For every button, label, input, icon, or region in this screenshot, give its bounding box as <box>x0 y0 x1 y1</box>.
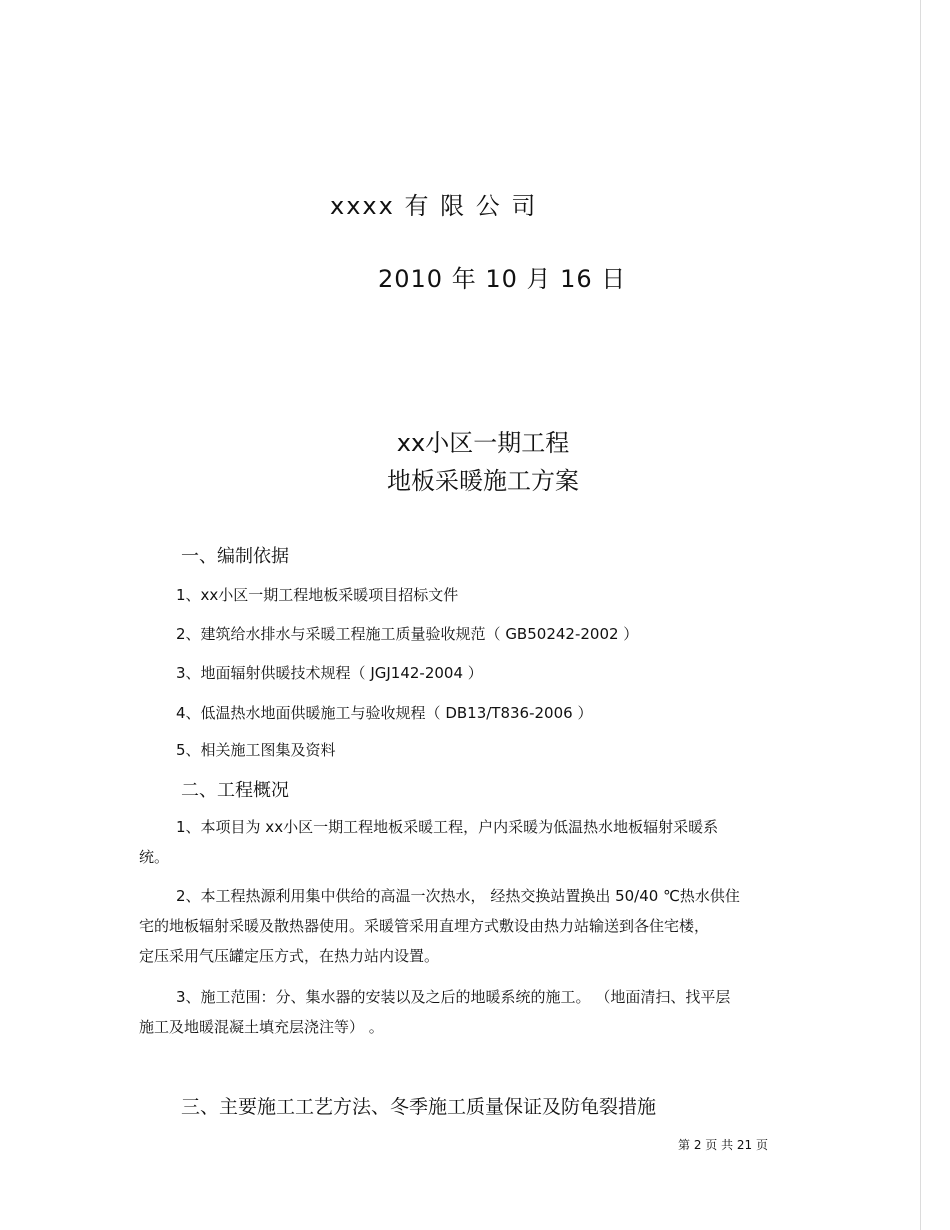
document-date: 2010 年 10 月 16 日 <box>378 265 627 293</box>
overview-paragraph-2 <box>139 881 834 971</box>
paragraph-line: 定压采用气压罐定压方式，在热力站内设置。 <box>139 947 440 965</box>
section-2-heading: 二、工程概况 <box>181 780 289 801</box>
paragraph-line: 3、施工范围：分、集水器的安装以及之后的地暖系统的施工。 （地面清扫、找平层 <box>176 988 731 1006</box>
document-title-line-1: xx小区一期工程 <box>396 429 570 457</box>
page-number-footer: 第 2 页 共 21 页 <box>678 1138 768 1152</box>
paragraph-line: 1、本项目为 xx小区一期工程地板采暖工程，户内采暖为低温热水地板辐射采暖系 <box>176 818 719 836</box>
overview-paragraph-3 <box>139 982 834 1042</box>
section-3-heading: 三、主要施工工艺方法、冬季施工质量保证及防龟裂措施 <box>181 1096 657 1118</box>
basis-item-2: 2、建筑给水排水与采暖工程施工质量验收规范（ GB50242-2002 ） <box>176 625 639 643</box>
basis-item-3: 3、地面辐射供暖技术规程（ JGJ142-2004 ） <box>176 664 483 682</box>
basis-item-5: 5、相关施工图集及资料 <box>176 741 336 759</box>
overview-paragraph-1 <box>139 812 834 872</box>
basis-item-4: 4、低温热水地面供暖施工与验收规程（ DB13/T836-2006 ） <box>176 704 593 722</box>
paragraph-line: 统。 <box>139 848 170 866</box>
page-edge-divider <box>920 0 921 1230</box>
paragraph-line: 施工及地暖混凝土填充层浇注等） 。 <box>139 1018 384 1036</box>
paragraph-line: 2、本工程热源利用集中供给的高温一次热水， 经热交换站置换出 50/40 ℃热水供住 <box>176 887 740 905</box>
document-title-line-2: 地板采暖施工方案 <box>387 467 579 495</box>
company-name: xxxx 有 限 公 司 <box>330 192 538 220</box>
basis-item-1: 1、xx小区一期工程地板采暖项目招标文件 <box>176 586 459 604</box>
section-1-heading: 一、编制依据 <box>181 546 289 567</box>
paragraph-line: 宅的地板辐射采暖及散热器使用。采暖管采用直埋方式敷设由热力站输送到各住宅楼， <box>139 917 710 935</box>
